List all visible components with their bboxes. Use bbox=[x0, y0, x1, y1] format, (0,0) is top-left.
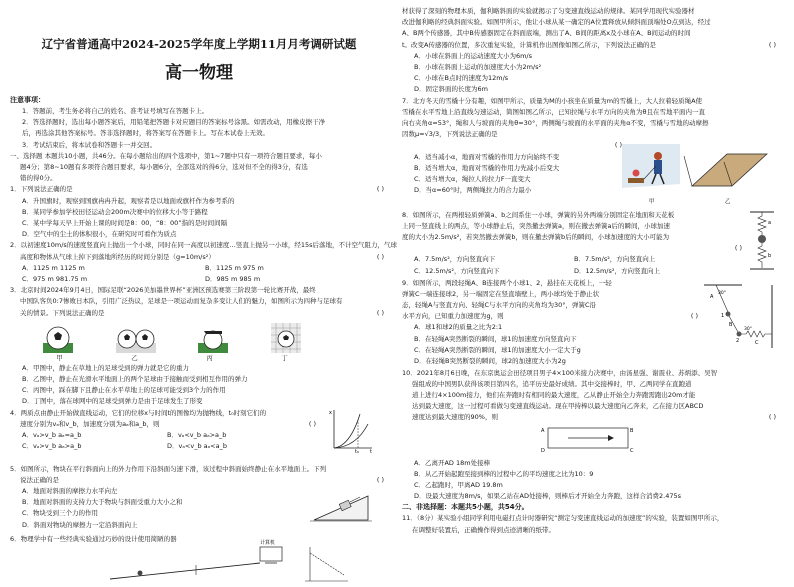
q2-options bbox=[10, 263, 388, 274]
q8-option: C．12.5m/s²，方向竖直向下 bbox=[414, 266, 500, 275]
figure-label: 乙 bbox=[725, 198, 731, 205]
figure-label: A bbox=[710, 293, 714, 300]
q5-option: D．斜面对物块的摩擦力一定沿斜面向上 bbox=[22, 520, 138, 529]
q9-balls-figure bbox=[702, 282, 778, 352]
section1-line: 错的得0分。 bbox=[20, 174, 57, 183]
q4-line: 4．两质点由静止开始做直线运动，它们的位移x与时间t的图像均为抛物线，t₀时刻它们的 bbox=[10, 408, 267, 417]
answer-paren: ( ) bbox=[376, 308, 384, 317]
q7-line: 因数μ=√3/3，下列说法正确的是 bbox=[402, 130, 498, 139]
figure-label: 乙 bbox=[131, 353, 138, 362]
q6-line: 改进伽利略的经典斜面实验。如图甲所示，他让小球从某一确定的A位置释放从倾斜面顶端处O点到达，经过 bbox=[402, 18, 711, 27]
q4-line-text: 速度分别为vₐ和v_b，加速度分别为aₐ和a_b，则 bbox=[20, 419, 160, 428]
q6-line: A、B两个传感器，其中B传感器固定在斜面底端，测出了A、B间的距离x及小球在A、B间运动的时间 bbox=[402, 29, 691, 38]
q6-option: B．小球在斜面上运动的加速度大小为2m/s² bbox=[414, 63, 542, 72]
q7-line: 向右夹角α=53°，绳和人与坡面的夹角θ=30°，两侧绳与坡面的水平面的夹角α不变，雪橇与雪地的动摩擦 bbox=[402, 119, 709, 128]
answer-paren: ( ) bbox=[308, 419, 316, 428]
axis-label: t bbox=[370, 448, 372, 455]
q10-line: 道上进行4×100m接力，他们在奔跑时有相同的最大速度，乙从静止开始全力奔跑需跑出20m才能 bbox=[412, 391, 696, 400]
q3-figure-balls bbox=[22, 323, 322, 353]
q6-option: C．小球在B点时的速度为12m/s bbox=[414, 74, 509, 83]
figure-label: 丙 bbox=[206, 353, 213, 362]
q4-line bbox=[10, 419, 320, 430]
q3-option: D．丁图中，落在球网中的足球受到弹力是由于足球发生了形变 bbox=[22, 397, 203, 406]
q7-sled-figure bbox=[622, 144, 777, 206]
q8-option: A．7.5m/s²，方向竖直向下 bbox=[414, 255, 496, 264]
q8-line: 度的大小为2.5m/s²，若突然撤去弹簧b，则在撤去弹簧b后的瞬间，小球加速度的大小可能为 bbox=[402, 233, 670, 242]
q6-experiment-figure bbox=[110, 539, 350, 583]
q7-line: 7．北方冬天的雪橇十分有趣，如图甲所示，质量为M的小孩坐在质量为m的雪橇上，大人拉着轻质绳A使 bbox=[402, 96, 703, 105]
q10-option: D．设最大速度为8m/s，如果乙站在AD处接棒，则棒后才开始全力奔跑，这样合消费2.475s bbox=[414, 492, 681, 501]
q7-option: B．适当增大α，地面对雪橇的作用力先减小后变大 bbox=[414, 163, 560, 172]
note-item: 后，再选涂其他答案标号。答非选择题时，将答案写在答题卡上。写在本试卷上无效。 bbox=[22, 129, 269, 138]
q8-options bbox=[402, 254, 734, 265]
q7-option: C．适当增大α，绳拉人的拉力F一直变大 bbox=[414, 175, 531, 184]
q7-option: D．当α=60°时，两侧绳拉力的合力最小 bbox=[414, 186, 532, 195]
q10-block bbox=[402, 368, 780, 503]
q4-option: D．vₐ<v_b aₐ<a_b bbox=[167, 442, 227, 451]
exam-subtitle: 高一物理 bbox=[165, 63, 233, 83]
notes-heading: 注意事项： bbox=[10, 96, 45, 104]
q10-option: A．乙离开AD 18m处接棒 bbox=[414, 458, 491, 467]
q10-line: 强组成的中国男队获得该项目第四名，追平历史最好成绩。其中交接棒时，甲、乙两同学在直跑道 bbox=[412, 379, 692, 388]
answer-paren: ( ) bbox=[376, 185, 384, 194]
q7-option: A．适当减小α，地面对雪橇的作用力方向始终不变 bbox=[414, 152, 560, 161]
note-item: 3．考试结束后，将本试卷和答题卡一并交回。 bbox=[22, 140, 157, 149]
q1-option: B．某同学参加学校田径运动会200m决赛中的位移大小等于路程 bbox=[22, 207, 208, 216]
figure-label: 甲 bbox=[56, 353, 63, 362]
figure-label: 2 bbox=[736, 337, 740, 344]
q2-line bbox=[10, 252, 388, 263]
soccer-ball-under-foot-image bbox=[198, 323, 228, 353]
q6-continued bbox=[402, 6, 780, 96]
axis-label: x bbox=[329, 409, 332, 416]
note-item: 2．答选择题时，选出每小题答案后，用铅笔把答题卡对应题目的答案标号涂黑。如需改动，用橡皮擦干净 bbox=[22, 118, 326, 127]
q10-relay-zone-figure bbox=[402, 424, 780, 454]
figure-label: 计算机 bbox=[260, 539, 276, 546]
answer-paren: ( ) bbox=[614, 141, 622, 150]
q11-line: 在调整好装置后，正确操作得到点迹清晰的纸带。 bbox=[412, 525, 555, 534]
q7-line: 雪橇在水平雪地上沿直线匀速运动，简图如图乙所示，已知拉绳与水平方向的夹角为θ且在雪地平面内一直 bbox=[402, 107, 705, 116]
left-column bbox=[10, 10, 397, 572]
exam-title: 辽宁省普通高中2024-2025学年度上学期11月月考调研试题 bbox=[41, 37, 357, 51]
q9-option: C．在轻绳A突然断裂的瞬间，球1的加速度大小一定大于g bbox=[414, 345, 581, 354]
answer-paren: ( ) bbox=[734, 244, 742, 253]
q2-option: A．1125 m 1125 m bbox=[22, 263, 85, 272]
q5-option: C．物块受到三个力的作用 bbox=[22, 509, 99, 518]
q9-line: 态，轻绳A与竖直方向、轻绳C与水平方向的夹角均为30°，弹簧C沿 bbox=[402, 301, 597, 310]
figure-label: C bbox=[755, 339, 759, 346]
q8-spring-figure bbox=[748, 210, 776, 272]
q3-line: 3．北京时间2024年9月4日，国际足联“2026美加墨世界杯”亚洲区预选赛第三阶段第一轮比赛开战，最终 bbox=[10, 286, 316, 295]
q5-block bbox=[10, 464, 388, 534]
q10-line bbox=[402, 412, 780, 423]
q2-option: B．1125 m 975 m bbox=[205, 263, 264, 272]
q2-option: C．975 m 981.75 m bbox=[22, 275, 88, 284]
q9-option: B．在轻绳A突然断裂的瞬间，球1的加速度方向竖直向下 bbox=[414, 334, 577, 343]
q5-line-text: 说法正确的是 bbox=[20, 475, 59, 484]
note-item: 1．答题前，考生务必将自己的姓名、准考证号填写在答题卡上。 bbox=[22, 107, 209, 115]
answer-paren: ( ) bbox=[768, 40, 776, 49]
soccer-ball-in-net-image bbox=[271, 323, 301, 353]
q5-line: 5．如图所示，物块在平行斜面向上的外力作用下沿斜面匀速下滑，该过程中斜面始终静止在水平地面上。下列 bbox=[10, 464, 327, 473]
q3-line-text: 关的情景。下列说法正确的是 bbox=[20, 308, 105, 317]
q1-option: C．某中学每天早上开始上课的时间是8：00，“8：00”指的是时间间隔 bbox=[22, 219, 228, 228]
q10-line: 达到最大速度，这一过程可看做匀变速直线运动。现在甲持棒以最大速度向乙奔来，乙在接力区ABCD bbox=[412, 402, 704, 411]
answer-paren: ( ) bbox=[768, 413, 776, 422]
q8-line: 上同一竖直线上的两点，等小球静止后，突然撤去弹簧a，则在撤去弹簧a后的瞬间，小球加速 bbox=[402, 221, 670, 230]
q8-option: B．7.5m/s²，方向竖直向上 bbox=[574, 255, 656, 264]
q9-line-text: 水平方向，已知重力加速度为g，则 bbox=[402, 312, 504, 321]
q3-option: C．丙图中，踩在脚下且静止在水平草地上的足球可能受到3个力的作用 bbox=[22, 386, 226, 395]
q1-stem-text: 1．下列说法正确的是 bbox=[10, 185, 73, 194]
answer-paren: ( ) bbox=[376, 475, 384, 484]
q2-line: 2．以初速度10m/s的速度竖直向上抛出一个小球，同时在同一高度以初速度…竖直上抛另一小球，经15s后落地，不计空气阻力，气球 bbox=[10, 241, 397, 250]
q5-line bbox=[10, 475, 388, 486]
spring-label: b bbox=[768, 252, 772, 259]
q8-option: D．12.5m/s²，方向竖直向上 bbox=[574, 266, 660, 275]
q3-line: 中国队客负0:7惨败日本队，引用广泛热议，足球是一项运动而复杂多变让人们的魅力，如图所示为四种与足球有 bbox=[20, 297, 343, 306]
q3-option: B．乙图中，静止在光滑水平地面上的两个足球由于接触而受到相互作用的弹力 bbox=[22, 375, 248, 384]
q7-block bbox=[402, 96, 780, 210]
q2-line-text: 高度和物体从气球上掉下到落地所经历的时间分别是（g=10m/s²） bbox=[20, 252, 215, 261]
section1-line: 题4分；第8~10题有多项符合题目要求，每小题6分，全部选对的得6分，选对但不全的得3分，有选 bbox=[20, 163, 308, 172]
q9-block bbox=[402, 278, 780, 368]
figure-label: 30° bbox=[744, 326, 752, 332]
section1-line: 一、选择题 本题共10小题，共46分。在每小题给出的四个选项中，第1~7题中只有一项符合题目要求，每小 bbox=[10, 151, 322, 160]
q9-line bbox=[402, 311, 702, 322]
q9-line: 弹簧C一端连接球2，另一端固定在竖直墙壁上，两小球均处于静止状 bbox=[402, 289, 600, 298]
figure-label: 甲 bbox=[649, 198, 655, 205]
axis-label: t₀ bbox=[355, 448, 359, 455]
q4-option: A．vₐ>v_b aₐ=a_b bbox=[22, 431, 82, 440]
q1-option: D．空气中的尘土的体积很小，在研究时可看作为质点 bbox=[22, 230, 177, 239]
q3-figure-labels bbox=[22, 353, 322, 363]
answer-paren: ( ) bbox=[376, 252, 384, 261]
spring-label: a bbox=[768, 219, 772, 226]
soccer-ball-image bbox=[43, 323, 73, 353]
q3-line bbox=[10, 308, 388, 319]
q1-option: A．升国旗时，观察到国旗冉冉升起，观察者是以地面或旗杆作为参考系的 bbox=[22, 196, 235, 205]
figure-label: D bbox=[541, 447, 545, 454]
q1-stem bbox=[10, 184, 388, 195]
q8-options bbox=[402, 266, 734, 277]
q8-block bbox=[402, 210, 780, 278]
q4-option: C．vₐ>v_b aₐ>a_b bbox=[22, 442, 82, 451]
q9-option: A．球1和球2的质量之比为2:1 bbox=[414, 323, 503, 332]
q10-option: C．乙起跑时，甲离AD 19.8m bbox=[414, 481, 503, 490]
soccer-balls-image bbox=[116, 323, 156, 353]
q6-line: 材获得了深刻的物理本质，伽利略斜面的实验就揭示了匀变速直线运动的规律。某同学用现代实验器材 bbox=[402, 7, 695, 15]
figure-label: B bbox=[729, 321, 733, 328]
q9-option: D．在轻绳B突然断裂的瞬间，球2的加速度大小为2g bbox=[414, 357, 566, 366]
q5-option: B．地面对斜面的支持力大于物块与斜面受重力大小之和 bbox=[22, 498, 183, 507]
q4-block bbox=[10, 408, 388, 464]
q4-options bbox=[10, 430, 312, 441]
q3-option: A．甲图中，静止在草地上的足球受到的弹力就是它的重力 bbox=[22, 363, 189, 372]
section2-heading: 二、非选择题：本题共5小题，共54分。 bbox=[402, 503, 529, 512]
answer-paren: ( ) bbox=[690, 312, 698, 321]
q8-line: 8．如图所示，在两根轻质弹簧a、b之间系住一小球，弹簧的另外两端分别固定在地面和天花板 bbox=[402, 210, 675, 219]
q5-incline-figure bbox=[310, 490, 372, 524]
q2-options bbox=[10, 274, 388, 285]
q5-option: A．地面对斜面的摩擦力水平向左 bbox=[22, 487, 118, 496]
q9-line: 9．如图所示，两段轻绳A、B连接两个小球1、2，悬挂在天花板上，一轻 bbox=[402, 278, 612, 287]
figure-label: 30° bbox=[718, 290, 726, 296]
figure-label: A bbox=[541, 427, 545, 434]
q6-line bbox=[402, 40, 780, 51]
q4-xt-graph bbox=[328, 406, 376, 454]
figure-label: 丁 bbox=[281, 353, 288, 362]
figure-label: 1 bbox=[721, 312, 725, 319]
q6-option: A．小球在斜面上的运动速度大小为6m/s bbox=[414, 51, 532, 60]
right-column bbox=[402, 6, 780, 568]
q10-line: 10．2021年8月6日晚，在东京奥运会田径项目男子4×100米接力决赛中，由汤星强、谢震业、苏炳添、吴智 bbox=[402, 368, 718, 377]
q6-stem: 6．物理学中有一些经典实验通过巧妙的设计使用简陋的器 bbox=[10, 534, 177, 543]
q6-line-text: t。改变A传感器的位置，多次重复实验，计算机作出图像如图乙所示，下列说法正确的是 bbox=[402, 40, 656, 49]
figure-label: C bbox=[630, 447, 634, 454]
q4-options bbox=[10, 441, 312, 452]
q4-option: B．vₐ<v_b aₐ>a_b bbox=[167, 431, 227, 440]
figure-label: B bbox=[630, 427, 634, 434]
q10-line-text: 速度达到最大速度的90%，则 bbox=[412, 413, 498, 422]
q10-option: B．从乙开始起跑至接到棒的过程中乙的平均速度之比为10：9 bbox=[414, 469, 594, 478]
q11-line: 11．（8分）某实验小组同学利用电磁打点计时器研究“测定匀变速直线运动的加速度”的实验，装置如图甲所示， bbox=[402, 514, 724, 523]
q2-option: D．985 m 985 m bbox=[205, 275, 261, 284]
q6-option: D．固定斜面的长度为6m bbox=[414, 85, 488, 94]
